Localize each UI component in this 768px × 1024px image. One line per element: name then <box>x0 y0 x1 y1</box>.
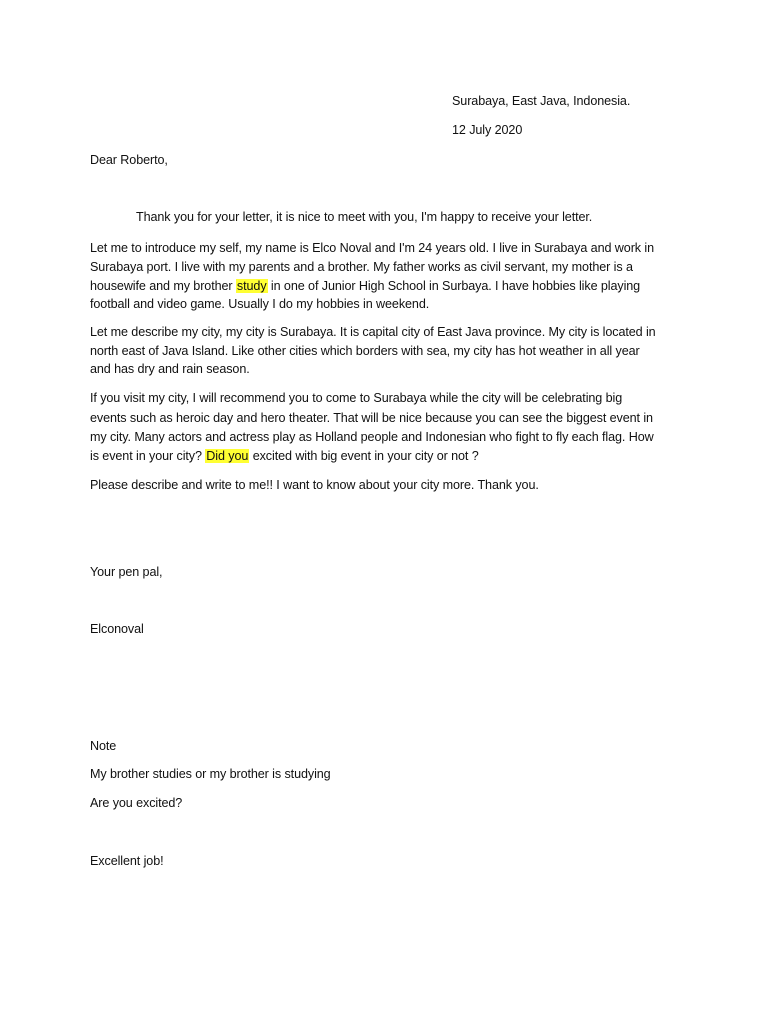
paragraph-4-line-3: my city. Many actors and actress play as Holland people and Indonesian who fight to fly each flag. How <box>90 430 654 444</box>
paragraph-2-line-4: football and video game. Usually I do my hobbies in weekend. <box>90 297 430 311</box>
note-line-2: Are you excited? <box>90 796 183 810</box>
note-line-3: Excellent job! <box>90 854 164 868</box>
paragraph-4-line-2: events such as heroic day and hero theater. That will be nice because you can see the biggest event in <box>90 411 653 425</box>
highlighted-word-study: study <box>236 279 267 293</box>
paragraph-4-line-4-start: is event in your city? <box>90 449 206 463</box>
paragraph-2-line-3-end: in one of Junior High School in Surbaya. I have hobbies like playing <box>267 279 641 293</box>
paragraph-2-line-1: Let me to introduce my self, my name is Elco Noval and I'm 24 years old. I live in Surabaya and work in <box>90 241 654 255</box>
note-heading: Note <box>90 739 117 753</box>
closing: Your pen pal, <box>90 565 163 579</box>
letter-date: 12 July 2020 <box>452 123 523 137</box>
signature: Elconoval <box>90 622 144 636</box>
paragraph-2-line-3-start: housewife and my brother <box>90 279 236 293</box>
highlighted-words-did-you: Did you <box>206 449 249 463</box>
paragraph-3-line-1: Let me describe my city, my city is Surabaya. It is capital city of East Java province. My city is located in <box>90 325 656 339</box>
paragraph-3-line-3: and has dry and rain season. <box>90 362 250 376</box>
greeting: Dear Roberto, <box>90 153 168 167</box>
paragraph-3-line-2: north east of Java Island. Like other cities which borders with sea, my city has hot weather in all year <box>90 344 640 358</box>
paragraph-4-line-4 <box>90 448 479 465</box>
paragraph-4-line-4-end: excited with big event in your city or not ? <box>249 449 479 463</box>
sender-place: Surabaya, East Java, Indonesia. <box>452 94 631 108</box>
paragraph-2-line-3 <box>90 278 640 295</box>
note-line-1: My brother studies or my brother is studying <box>90 767 331 781</box>
paragraph-4-line-1: If you visit my city, I will recommend you to come to Surabaya while the city will be celebrating big <box>90 391 623 405</box>
paragraph-1: Thank you for your letter, it is nice to meet with you, I'm happy to receive your letter. <box>136 210 593 224</box>
paragraph-5: Please describe and write to me!! I want to know about your city more. Thank you. <box>90 478 539 492</box>
paragraph-2-line-2: Surabaya port. I live with my parents and a brother. My father works as civil servant, my mother is a <box>90 260 633 274</box>
